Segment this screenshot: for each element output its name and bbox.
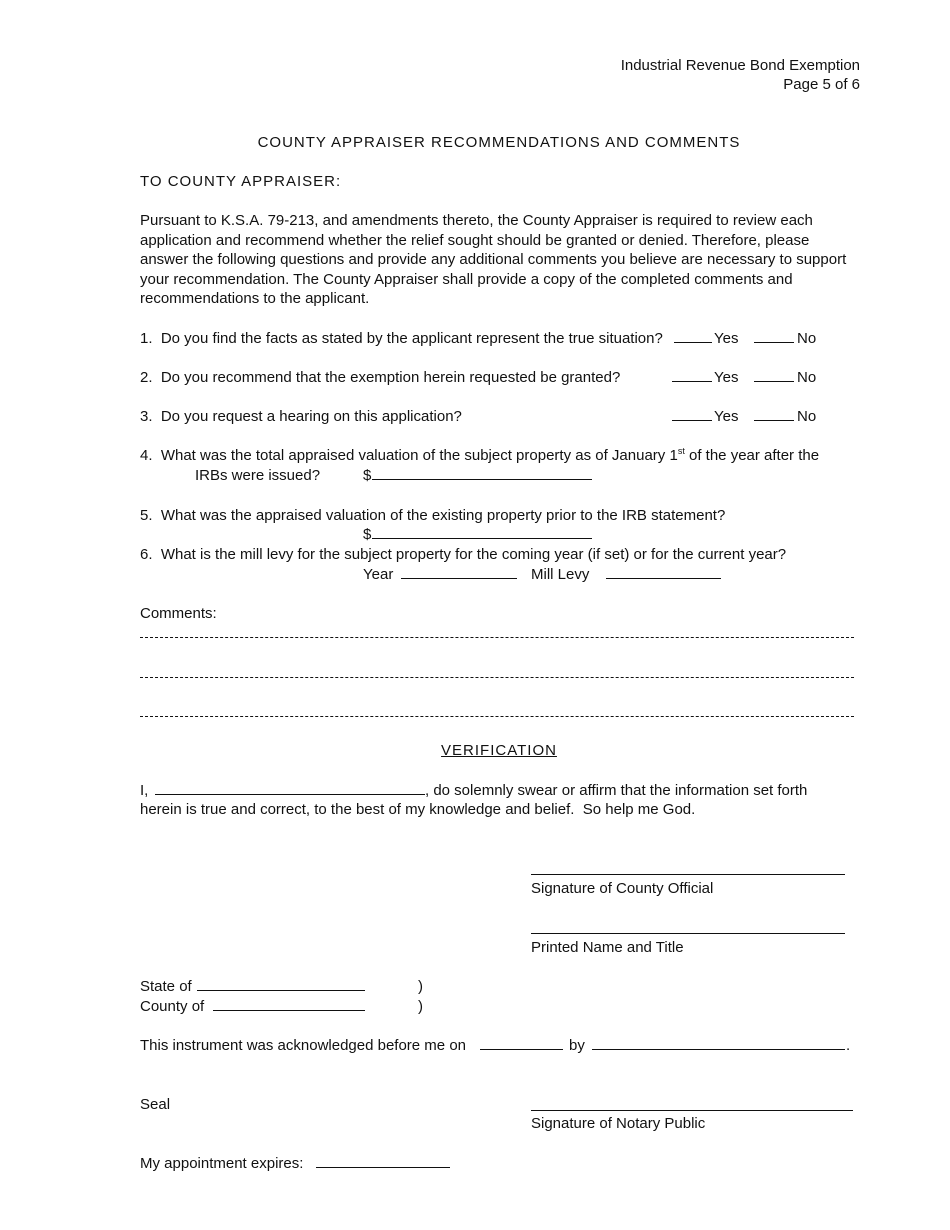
county-paren: ) [418, 998, 423, 1015]
comments-label: Comments: [140, 605, 217, 622]
q1-no-blank[interactable] [754, 329, 794, 343]
official-signature-label: Signature of County Official [531, 880, 714, 897]
question-3: 3. Do you request a hearing on this application? [140, 408, 462, 425]
appointment-label: My appointment expires: [140, 1155, 304, 1172]
comments-line-3[interactable] [140, 716, 854, 717]
q1-yes-label: Yes [714, 330, 739, 347]
verification-heading: VERIFICATION [441, 742, 557, 759]
verification-statement-b: herein is true and correct, to the best of my knowledge and belief. So help me God. [140, 801, 696, 818]
state-paren: ) [418, 978, 423, 995]
question-5: 5. What was the appraised valuation of the existing property prior to the IRB statement? [140, 507, 726, 524]
q6-year-blank[interactable] [401, 565, 517, 579]
comments-line-1[interactable] [140, 637, 854, 638]
q4-superscript: st [677, 446, 685, 456]
verification-name-blank[interactable] [155, 781, 425, 795]
q4-dollar: $ [363, 467, 372, 484]
official-signature-line[interactable] [531, 874, 845, 875]
intro-paragraph: Pursuant to K.S.A. 79-213, and amendments thereto, the County Appraiser is required to review each application and recommend whether the relief sought should be granted or denied. Therefore, please answer the following questions and provide any additional comments you believe are necessary to support your recommendation. The County Appraiser shall provide a copy of the completed comments and recommendations to the applicant. [140, 212, 847, 308]
q2-no-blank[interactable] [754, 368, 794, 382]
q3-yes-label: Yes [714, 408, 739, 425]
state-label: State of [140, 978, 192, 995]
question-4 [140, 446, 819, 465]
form-title-header: Industrial Revenue Bond Exemption [620, 57, 860, 74]
q5-valuation-blank[interactable] [372, 525, 592, 539]
q2-yes-blank[interactable] [672, 368, 712, 382]
notary-signature-label: Signature of Notary Public [531, 1115, 706, 1132]
q4-text-end: of the year after the [684, 447, 820, 464]
question-2: 2. Do you recommend that the exemption herein requested be granted? [140, 369, 621, 386]
q1-no-label: No [797, 330, 817, 347]
acknowledged-period: . [846, 1037, 851, 1054]
addressee: TO COUNTY APPRAISER: [140, 173, 342, 190]
q1-yes-blank[interactable] [674, 329, 712, 343]
acknowledged-by-blank[interactable] [592, 1036, 845, 1050]
state-blank[interactable] [197, 977, 365, 991]
verification-i: I, [140, 782, 149, 799]
acknowledged-text: This instrument was acknowledged before me on [140, 1037, 467, 1054]
county-blank[interactable] [213, 997, 365, 1011]
question-1: 1. Do you find the facts as stated by the applicant represent the true situation? [140, 330, 663, 347]
q4-valuation-blank[interactable] [372, 466, 592, 480]
acknowledged-date-blank[interactable] [480, 1036, 563, 1050]
printed-name-line[interactable] [531, 933, 845, 934]
notary-signature-line[interactable] [531, 1110, 853, 1111]
page-number: Page 5 of 6 [783, 76, 860, 93]
page-title: COUNTY APPRAISER RECOMMENDATIONS AND COMMENTS [257, 134, 741, 151]
q3-yes-blank[interactable] [672, 407, 712, 421]
q3-no-blank[interactable] [754, 407, 794, 421]
q4-line-2: IRBs were issued? [195, 467, 321, 484]
q6-year-label: Year [363, 566, 394, 583]
q6-mill-levy-blank[interactable] [606, 565, 721, 579]
q2-yes-label: Yes [714, 369, 739, 386]
county-label: County of [140, 998, 205, 1015]
seal-label: Seal [140, 1096, 171, 1113]
q6-mill-levy-label: Mill Levy [531, 566, 590, 583]
comments-line-2[interactable] [140, 677, 854, 678]
appointment-blank[interactable] [316, 1154, 450, 1168]
acknowledged-by-label: by [569, 1037, 585, 1054]
q3-no-label: No [797, 408, 817, 425]
question-6: 6. What is the mill levy for the subject property for the coming year (if set) or for the current year? [140, 546, 787, 563]
verification-statement-a: , do solemnly swear or affirm that the information set forth [425, 782, 808, 799]
printed-name-label: Printed Name and Title [531, 939, 684, 956]
q4-text: 4. What was the total appraised valuation of the subject property as of January 1 [140, 447, 678, 464]
q2-no-label: No [797, 369, 817, 386]
q5-dollar: $ [363, 526, 372, 543]
